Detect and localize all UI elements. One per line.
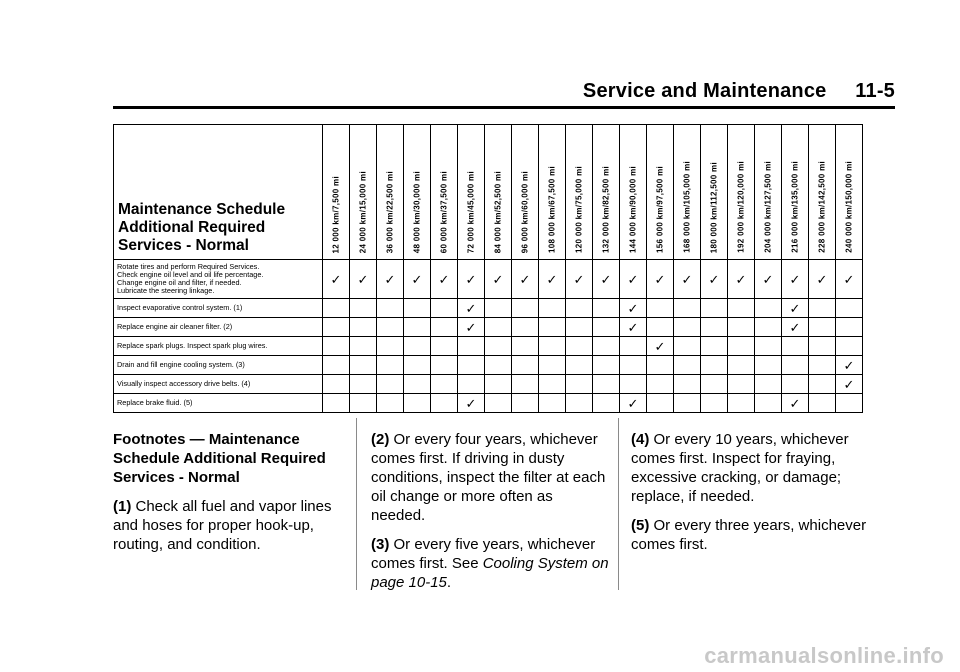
schedule-cell [701,356,728,375]
interval-header [755,125,782,260]
schedule-cell [728,337,755,356]
schedule-cell [809,318,836,337]
service-line: Replace engine air cleaner filter. (2) [117,322,233,331]
schedule-cell [485,394,512,413]
schedule-cell [782,318,809,337]
checkmark-icon: ✓ [573,271,585,287]
schedule-cell [782,337,809,356]
schedule-cell [566,394,593,413]
footnote-1: (1) Check all fuel and vapor lines and hoses for proper hook-up, routing, and condition. [113,498,332,553]
interval-label: 120 000 km/75,000 mi [574,166,584,253]
schedule-cell [539,299,566,318]
schedule-cell [782,260,809,299]
schedule-cell [512,318,539,337]
interval-header [404,125,431,260]
checkmark-icon: ✓ [627,271,639,287]
interval-label: 108 000 km/67,500 mi [547,166,557,253]
schedule-cell [782,299,809,318]
schedule-cell [323,394,350,413]
schedule-cell [755,394,782,413]
schedule-cell [809,375,836,394]
schedule-cell [836,299,863,318]
schedule-cell [539,260,566,299]
schedule-cell [674,337,701,356]
interval-label: 24 000 km/15,000 mi [358,170,368,253]
schedule-cell [728,299,755,318]
interval-header [701,125,728,260]
schedule-cell [728,375,755,394]
footnotes-heading-line: Services - Normal [113,469,240,486]
schedule-cell [458,394,485,413]
table-row [114,337,863,356]
interval-header [809,125,836,260]
maintenance-schedule-table [113,124,863,413]
column-divider [618,418,619,590]
table-row [114,394,863,413]
schedule-cell [647,356,674,375]
interval-header [674,125,701,260]
interval-label: 132 000 km/82,500 mi [601,166,611,253]
schedule-cell [458,260,485,299]
footnote-3: (3) Or every five years, whichever comes first. See Cooling System on page 10-15. [371,536,609,591]
table-title [114,125,323,260]
schedule-cell [755,356,782,375]
schedule-cell [431,375,458,394]
footnotes-heading-line: Footnotes — Maintenance [113,431,300,448]
schedule-cell [377,299,404,318]
service-line: Inspect evaporative control system. (1) [117,303,243,312]
schedule-cell [701,394,728,413]
interval-label: 240 000 km/150,000 mi [844,161,854,253]
schedule-cell [350,375,377,394]
interval-label: 12 000 km/7,500 mi [331,175,341,253]
schedule-cell [809,356,836,375]
service-description [114,318,323,337]
footnote-2: (2) Or every four years, whichever comes first. If driving in dusty conditions, inspect the filter at each oil change or more often as needed. [371,431,606,524]
schedule-cell [539,375,566,394]
schedule-cell [377,260,404,299]
schedule-cell [431,356,458,375]
checkmark-icon: ✓ [357,271,369,287]
checkmark-icon: ✓ [708,271,720,287]
schedule-cell [350,318,377,337]
schedule-cell [404,337,431,356]
service-description [114,356,323,375]
watermark: carmanualsonline.info [704,643,944,668]
checkmark-icon: ✓ [789,395,801,411]
footnote-4: (4) Or every 10 years, whichever comes first. Inspect for fraying, excessive cracking, or damage; replace, if needed. [631,431,849,505]
table-title-line: Maintenance Schedule [118,201,286,218]
service-description [114,299,323,318]
schedule-cell [674,394,701,413]
schedule-cell [701,337,728,356]
schedule-cell [485,299,512,318]
schedule-cell [620,260,647,299]
interval-header [512,125,539,260]
interval-header [782,125,809,260]
checkmark-icon: ✓ [600,271,612,287]
interval-label: 96 000 km/60,000 mi [520,170,530,253]
schedule-cell [566,337,593,356]
interval-label: 180 000 km/112,500 mi [709,161,719,253]
checkmark-icon: ✓ [654,338,666,354]
schedule-cell [512,375,539,394]
schedule-cell [458,318,485,337]
interval-header [431,125,458,260]
schedule-cell [431,318,458,337]
schedule-cell [485,318,512,337]
schedule-cell [431,394,458,413]
interval-label: 84 000 km/52,500 mi [493,170,503,253]
schedule-cell [782,375,809,394]
schedule-cell [755,299,782,318]
schedule-cell [620,318,647,337]
schedule-cell [728,260,755,299]
footnotes-heading-line: Schedule Additional Required [113,450,326,467]
checkmark-icon: ✓ [843,271,855,287]
schedule-cell [701,318,728,337]
checkmark-icon: ✓ [384,271,396,287]
interval-label: 204 000 km/127,500 mi [763,161,773,253]
schedule-cell [404,260,431,299]
checkmark-icon: ✓ [654,271,666,287]
service-line: Replace brake fluid. (5) [117,398,193,407]
schedule-cell [512,394,539,413]
schedule-cell [674,375,701,394]
checkmark-icon: ✓ [465,300,477,316]
schedule-cell [809,299,836,318]
checkmark-icon: ✓ [627,319,639,335]
schedule-cell [350,394,377,413]
schedule-cell [836,394,863,413]
schedule-cell [323,318,350,337]
schedule-cell [404,375,431,394]
schedule-cell [782,394,809,413]
service-line: Replace spark plugs. Inspect spark plug wires. [117,341,268,350]
schedule-cell [593,356,620,375]
cross-reference-link[interactable]: Cooling System on page 10-15 [371,555,609,591]
interval-label: 228 000 km/142,500 mi [817,161,827,253]
schedule-cell [350,337,377,356]
schedule-cell [620,337,647,356]
checkmark-icon: ✓ [519,271,531,287]
schedule-cell [836,337,863,356]
interval-header [566,125,593,260]
checkmark-icon: ✓ [789,271,801,287]
schedule-cell [377,337,404,356]
schedule-cell [323,375,350,394]
schedule-cell [485,260,512,299]
interval-header [647,125,674,260]
interval-label: 216 000 km/135,000 mi [790,161,800,253]
interval-header [728,125,755,260]
schedule-cell [701,299,728,318]
footnotes-heading [113,430,338,487]
schedule-cell [728,356,755,375]
interval-header [620,125,647,260]
schedule-cell [566,356,593,375]
schedule-cell [350,260,377,299]
schedule-cell [593,394,620,413]
table-title-line: Additional Required [118,219,266,236]
interval-label: 168 000 km/105,000 mi [682,161,692,253]
schedule-cell [755,318,782,337]
schedule-cell [377,356,404,375]
interval-label: 156 000 km/97,500 mi [655,166,665,253]
schedule-cell [485,337,512,356]
schedule-cell [431,260,458,299]
checkmark-icon: ✓ [411,271,423,287]
schedule-cell [566,375,593,394]
schedule-cell [539,337,566,356]
footnote-5: (5) Or every three years, whichever comes first. [631,517,867,553]
interval-label: 192 000 km/120,000 mi [736,161,746,253]
schedule-cell [512,337,539,356]
service-description [114,337,323,356]
checkmark-icon: ✓ [681,271,693,287]
interval-header [458,125,485,260]
table-row [114,260,863,299]
checkmark-icon: ✓ [465,271,477,287]
schedule-cell [377,394,404,413]
schedule-cell [674,318,701,337]
schedule-cell [809,260,836,299]
footnotes-column-2 [371,430,611,602]
footnotes-column-1 [113,430,338,564]
table-header-row [114,125,863,260]
schedule-cell [620,299,647,318]
schedule-cell [809,394,836,413]
schedule-cell [593,260,620,299]
checkmark-icon: ✓ [816,271,828,287]
table-row [114,318,863,337]
schedule-cell [404,356,431,375]
schedule-cell [512,356,539,375]
schedule-cell [512,260,539,299]
schedule-cell [620,394,647,413]
table-row [114,299,863,318]
interval-header [323,125,350,260]
checkmark-icon: ✓ [492,271,504,287]
schedule-cell [701,375,728,394]
interval-header [350,125,377,260]
schedule-cell [647,318,674,337]
interval-header [539,125,566,260]
schedule-cell [485,375,512,394]
checkmark-icon: ✓ [789,300,801,316]
checkmark-icon: ✓ [627,300,639,316]
service-description [114,375,323,394]
service-line: Check engine oil level and oil life percentage. [117,270,264,279]
schedule-cell [620,375,647,394]
schedule-cell [836,318,863,337]
schedule-cell [458,356,485,375]
schedule-cell [566,299,593,318]
checkmark-icon: ✓ [465,395,477,411]
interval-header [593,125,620,260]
schedule-cell [458,337,485,356]
table-title-line: Services - Normal [118,237,249,254]
schedule-cell [404,318,431,337]
schedule-cell [755,260,782,299]
schedule-cell [620,356,647,375]
schedule-cell [512,299,539,318]
column-divider [356,418,357,590]
schedule-cell [674,356,701,375]
interval-header [377,125,404,260]
schedule-cell [755,375,782,394]
checkmark-icon: ✓ [843,376,855,392]
schedule-cell [647,260,674,299]
schedule-cell [728,318,755,337]
schedule-cell [701,260,728,299]
checkmark-icon: ✓ [546,271,558,287]
table-row [114,375,863,394]
schedule-cell [350,356,377,375]
checkmark-icon: ✓ [627,395,639,411]
schedule-cell [377,318,404,337]
interval-label: 60 000 km/37,500 mi [439,170,449,253]
footnotes-column-3 [631,430,871,564]
interval-label: 72 000 km/45,000 mi [466,170,476,253]
schedule-cell [593,299,620,318]
schedule-cell [593,318,620,337]
interval-header [836,125,863,260]
schedule-cell [809,337,836,356]
schedule-cell [566,318,593,337]
service-line: Lubricate the steering linkage. [117,286,215,295]
checkmark-icon: ✓ [843,357,855,373]
checkmark-icon: ✓ [762,271,774,287]
schedule-cell [755,337,782,356]
schedule-cell [323,260,350,299]
checkmark-icon: ✓ [735,271,747,287]
schedule-cell [404,299,431,318]
service-line: Change engine oil and filter, if needed. [117,278,242,287]
table-row [114,356,863,375]
schedule-cell [458,299,485,318]
interval-label: 48 000 km/30,000 mi [412,170,422,253]
checkmark-icon: ✓ [330,271,342,287]
schedule-cell [647,394,674,413]
schedule-cell [836,260,863,299]
service-description [114,260,323,299]
schedule-cell [836,356,863,375]
header-rule [113,106,895,109]
schedule-cell [458,375,485,394]
schedule-cell [377,375,404,394]
schedule-cell [593,375,620,394]
service-line: Rotate tires and perform Required Services. [117,262,260,271]
page-header-title: Service and Maintenance 11-5 [582,80,895,102]
schedule-cell [836,375,863,394]
schedule-cell [539,356,566,375]
service-line: Visually inspect accessory drive belts. (4) [117,379,251,388]
schedule-cell [647,299,674,318]
schedule-cell [323,356,350,375]
schedule-cell [350,299,377,318]
schedule-cell [566,260,593,299]
schedule-cell [431,299,458,318]
interval-header [485,125,512,260]
checkmark-icon: ✓ [465,319,477,335]
schedule-cell [647,375,674,394]
interval-label: 144 000 km/90,000 mi [628,166,638,253]
schedule-cell [539,394,566,413]
service-description [114,394,323,413]
schedule-cell [539,318,566,337]
checkmark-icon: ✓ [789,319,801,335]
schedule-cell [323,299,350,318]
schedule-cell [323,337,350,356]
schedule-cell [674,260,701,299]
schedule-cell [485,356,512,375]
schedule-cell [728,394,755,413]
schedule-cell [593,337,620,356]
schedule-cell [647,337,674,356]
interval-label: 36 000 km/22,500 mi [385,170,395,253]
schedule-cell [431,337,458,356]
service-line: Drain and fill engine cooling system. (3) [117,360,245,369]
schedule-cell [404,394,431,413]
schedule-cell [782,356,809,375]
checkmark-icon: ✓ [438,271,450,287]
schedule-cell [674,299,701,318]
